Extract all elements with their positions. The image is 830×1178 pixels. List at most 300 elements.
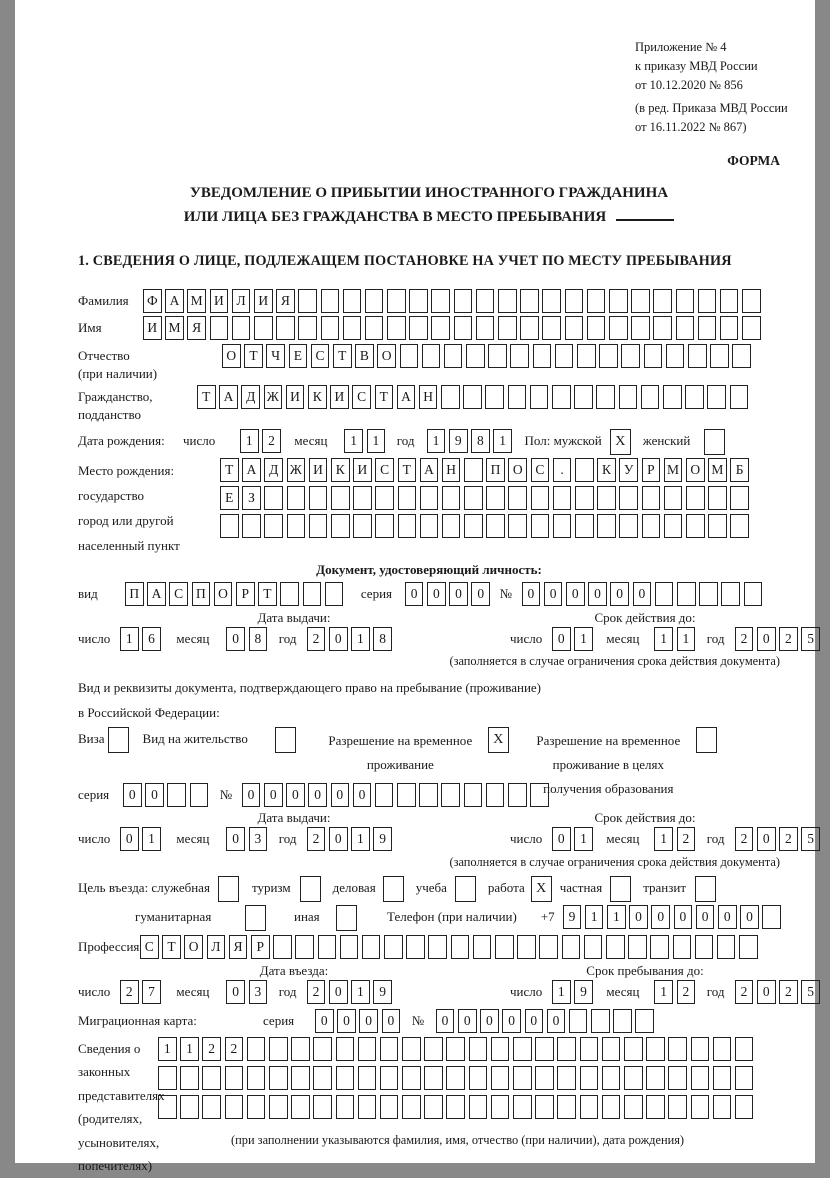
char-box[interactable] — [735, 1037, 754, 1061]
char-box[interactable] — [542, 316, 561, 340]
char-box[interactable] — [624, 1066, 643, 1090]
char-box[interactable]: З — [242, 486, 261, 510]
char-box[interactable] — [539, 935, 558, 959]
char-box[interactable] — [343, 316, 362, 340]
char-box[interactable] — [365, 289, 384, 313]
purpose-checkbox-tranzit[interactable] — [695, 876, 716, 902]
char-box[interactable] — [735, 1095, 754, 1119]
char-box[interactable]: 0 — [525, 1009, 544, 1033]
char-box[interactable] — [313, 1095, 332, 1119]
char-box[interactable] — [375, 486, 394, 510]
char-box[interactable]: Л — [207, 935, 226, 959]
char-box[interactable]: Ч — [266, 344, 285, 368]
char-box[interactable] — [336, 1037, 355, 1061]
char-box[interactable]: Т — [162, 935, 181, 959]
char-box[interactable] — [287, 486, 306, 510]
char-box[interactable]: 1 — [351, 827, 370, 851]
char-box[interactable] — [591, 1009, 610, 1033]
char-box[interactable]: 5 — [801, 827, 820, 851]
char-box[interactable] — [628, 935, 647, 959]
char-box[interactable] — [210, 316, 229, 340]
char-box[interactable] — [520, 289, 539, 313]
char-box[interactable]: 0 — [480, 1009, 499, 1033]
char-box[interactable] — [642, 514, 661, 538]
char-box[interactable]: Р — [642, 458, 661, 482]
char-box[interactable] — [466, 344, 485, 368]
char-box[interactable] — [343, 289, 362, 313]
char-box[interactable] — [486, 783, 505, 807]
char-box[interactable] — [646, 1095, 665, 1119]
char-box[interactable] — [291, 1095, 310, 1119]
char-box[interactable] — [663, 385, 682, 409]
char-box[interactable] — [624, 1095, 643, 1119]
char-box[interactable]: 1 — [344, 429, 363, 453]
char-box[interactable] — [498, 316, 517, 340]
char-box[interactable]: 0 — [522, 582, 541, 606]
char-box[interactable]: 7 — [142, 980, 161, 1004]
char-box[interactable]: 9 — [449, 429, 468, 453]
char-box[interactable]: 1 — [120, 627, 139, 651]
char-box[interactable] — [291, 1037, 310, 1061]
char-box[interactable] — [491, 1066, 510, 1090]
char-box[interactable] — [531, 486, 550, 510]
char-box[interactable] — [613, 1009, 632, 1033]
char-box[interactable] — [358, 1037, 377, 1061]
char-box[interactable]: М — [165, 316, 184, 340]
char-box[interactable]: 0 — [552, 827, 571, 851]
char-box[interactable]: А — [242, 458, 261, 482]
char-box[interactable]: С — [140, 935, 159, 959]
char-box[interactable] — [269, 1095, 288, 1119]
char-box[interactable] — [602, 1095, 621, 1119]
char-box[interactable]: 0 — [120, 827, 139, 851]
char-box[interactable]: 0 — [588, 582, 607, 606]
char-box[interactable] — [580, 1037, 599, 1061]
temp-permit-checkbox[interactable]: X — [488, 727, 509, 753]
char-box[interactable] — [353, 486, 372, 510]
char-box[interactable]: И — [330, 385, 349, 409]
char-box[interactable] — [469, 1095, 488, 1119]
char-box[interactable] — [562, 935, 581, 959]
char-box[interactable] — [380, 1095, 399, 1119]
char-box[interactable]: 0 — [123, 783, 142, 807]
char-box[interactable] — [476, 316, 495, 340]
char-box[interactable]: 0 — [286, 783, 305, 807]
char-box[interactable] — [695, 935, 714, 959]
char-box[interactable] — [555, 344, 574, 368]
char-box[interactable]: О — [184, 935, 203, 959]
char-box[interactable]: 9 — [373, 980, 392, 1004]
char-box[interactable] — [298, 289, 317, 313]
char-box[interactable] — [424, 1095, 443, 1119]
char-box[interactable] — [569, 1009, 588, 1033]
char-box[interactable]: 0 — [544, 582, 563, 606]
char-box[interactable] — [428, 935, 447, 959]
char-box[interactable] — [676, 316, 695, 340]
char-box[interactable] — [713, 1095, 732, 1119]
char-box[interactable] — [762, 905, 781, 929]
char-box[interactable]: И — [286, 385, 305, 409]
char-box[interactable]: К — [308, 385, 327, 409]
char-box[interactable] — [606, 935, 625, 959]
char-box[interactable] — [710, 344, 729, 368]
char-box[interactable] — [321, 289, 340, 313]
char-box[interactable] — [325, 582, 344, 606]
char-box[interactable] — [298, 316, 317, 340]
char-box[interactable]: 8 — [249, 627, 268, 651]
char-box[interactable]: 2 — [307, 627, 326, 651]
char-box[interactable] — [596, 385, 615, 409]
char-box[interactable] — [303, 582, 322, 606]
char-box[interactable] — [624, 1037, 643, 1061]
char-box[interactable]: 0 — [449, 582, 468, 606]
char-box[interactable] — [635, 1009, 654, 1033]
char-box[interactable]: 2 — [735, 980, 754, 1004]
char-box[interactable] — [646, 1066, 665, 1090]
char-box[interactable] — [699, 582, 718, 606]
char-box[interactable] — [535, 1066, 554, 1090]
char-box[interactable]: 2 — [307, 827, 326, 851]
char-box[interactable]: 0 — [566, 582, 585, 606]
char-box[interactable]: 0 — [740, 905, 759, 929]
char-box[interactable]: Р — [236, 582, 255, 606]
char-box[interactable] — [398, 514, 417, 538]
char-box[interactable] — [488, 344, 507, 368]
char-box[interactable] — [691, 1095, 710, 1119]
char-box[interactable] — [464, 514, 483, 538]
char-box[interactable]: К — [331, 458, 350, 482]
char-box[interactable] — [309, 486, 328, 510]
char-box[interactable] — [542, 289, 561, 313]
char-box[interactable]: С — [169, 582, 188, 606]
char-box[interactable] — [575, 486, 594, 510]
char-box[interactable]: 0 — [329, 980, 348, 1004]
char-box[interactable] — [431, 316, 450, 340]
char-box[interactable]: 1 — [493, 429, 512, 453]
char-box[interactable] — [336, 1066, 355, 1090]
char-box[interactable] — [247, 1095, 266, 1119]
char-box[interactable] — [688, 344, 707, 368]
char-box[interactable]: 0 — [718, 905, 737, 929]
char-box[interactable]: Т — [333, 344, 352, 368]
char-box[interactable] — [365, 316, 384, 340]
char-box[interactable] — [331, 486, 350, 510]
char-box[interactable]: 2 — [262, 429, 281, 453]
char-box[interactable]: Т — [197, 385, 216, 409]
edu-permit-checkbox[interactable] — [696, 727, 717, 753]
char-box[interactable]: 0 — [502, 1009, 521, 1033]
char-box[interactable]: 1 — [677, 627, 696, 651]
residence-permit-checkbox[interactable] — [275, 727, 296, 753]
char-box[interactable] — [264, 486, 283, 510]
char-box[interactable] — [713, 1037, 732, 1061]
char-box[interactable]: 1 — [180, 1037, 199, 1061]
char-box[interactable] — [565, 316, 584, 340]
char-box[interactable]: П — [192, 582, 211, 606]
purpose-checkbox-gumanitarnaya[interactable] — [245, 905, 266, 931]
char-box[interactable]: 1 — [654, 980, 673, 1004]
char-box[interactable]: 1 — [585, 905, 604, 929]
char-box[interactable]: И — [254, 289, 273, 313]
char-box[interactable]: К — [597, 458, 616, 482]
char-box[interactable] — [721, 582, 740, 606]
purpose-checkbox-turizm[interactable] — [300, 876, 321, 902]
char-box[interactable] — [653, 316, 672, 340]
char-box[interactable] — [190, 783, 209, 807]
char-box[interactable]: П — [125, 582, 144, 606]
char-box[interactable]: 8 — [373, 627, 392, 651]
char-box[interactable] — [180, 1095, 199, 1119]
char-box[interactable]: Ж — [264, 385, 283, 409]
sex-female-checkbox[interactable] — [704, 429, 725, 455]
char-box[interactable] — [158, 1095, 177, 1119]
char-box[interactable] — [242, 514, 261, 538]
char-box[interactable] — [686, 486, 705, 510]
char-box[interactable] — [739, 935, 758, 959]
char-box[interactable] — [668, 1095, 687, 1119]
char-box[interactable]: 1 — [654, 827, 673, 851]
char-box[interactable] — [309, 514, 328, 538]
char-box[interactable]: 1 — [654, 627, 673, 651]
char-box[interactable]: О — [686, 458, 705, 482]
char-box[interactable] — [565, 289, 584, 313]
char-box[interactable] — [273, 935, 292, 959]
char-box[interactable] — [744, 582, 763, 606]
char-box[interactable]: 5 — [801, 627, 820, 651]
char-box[interactable]: 0 — [315, 1009, 334, 1033]
char-box[interactable]: 0 — [359, 1009, 378, 1033]
char-box[interactable] — [677, 582, 696, 606]
char-box[interactable]: 0 — [629, 905, 648, 929]
char-box[interactable]: Д — [241, 385, 260, 409]
char-box[interactable] — [619, 385, 638, 409]
char-box[interactable] — [686, 514, 705, 538]
char-box[interactable]: 0 — [329, 827, 348, 851]
char-box[interactable]: 0 — [427, 582, 446, 606]
char-box[interactable] — [720, 289, 739, 313]
char-box[interactable] — [485, 385, 504, 409]
char-box[interactable] — [685, 385, 704, 409]
char-box[interactable]: 0 — [337, 1009, 356, 1033]
char-box[interactable] — [398, 486, 417, 510]
char-box[interactable]: 0 — [757, 827, 776, 851]
char-box[interactable] — [713, 1066, 732, 1090]
char-box[interactable]: 2 — [225, 1037, 244, 1061]
char-box[interactable] — [225, 1095, 244, 1119]
char-box[interactable]: 0 — [610, 582, 629, 606]
char-box[interactable] — [446, 1066, 465, 1090]
char-box[interactable] — [642, 486, 661, 510]
char-box[interactable]: Р — [251, 935, 270, 959]
char-box[interactable]: Я — [187, 316, 206, 340]
char-box[interactable] — [247, 1066, 266, 1090]
char-box[interactable] — [424, 1066, 443, 1090]
char-box[interactable] — [431, 289, 450, 313]
char-box[interactable] — [202, 1095, 221, 1119]
char-box[interactable]: 0 — [264, 783, 283, 807]
char-box[interactable]: 0 — [382, 1009, 401, 1033]
char-box[interactable] — [220, 514, 239, 538]
char-box[interactable] — [531, 514, 550, 538]
char-box[interactable] — [735, 1066, 754, 1090]
char-box[interactable]: 2 — [677, 980, 696, 1004]
char-box[interactable] — [287, 514, 306, 538]
char-box[interactable] — [498, 289, 517, 313]
char-box[interactable] — [698, 289, 717, 313]
char-box[interactable]: Н — [442, 458, 461, 482]
char-box[interactable]: 5 — [801, 980, 820, 1004]
char-box[interactable]: У — [619, 458, 638, 482]
char-box[interactable] — [202, 1066, 221, 1090]
char-box[interactable] — [668, 1066, 687, 1090]
char-box[interactable] — [232, 316, 251, 340]
purpose-checkbox-chastnaya[interactable] — [610, 876, 631, 902]
char-box[interactable]: О — [214, 582, 233, 606]
char-box[interactable] — [599, 344, 618, 368]
char-box[interactable] — [584, 935, 603, 959]
char-box[interactable] — [321, 316, 340, 340]
char-box[interactable]: Я — [276, 289, 295, 313]
char-box[interactable] — [730, 514, 749, 538]
char-box[interactable]: 3 — [249, 980, 268, 1004]
char-box[interactable]: С — [352, 385, 371, 409]
char-box[interactable]: Ж — [287, 458, 306, 482]
char-box[interactable] — [406, 935, 425, 959]
char-box[interactable] — [446, 1095, 465, 1119]
char-box[interactable]: 2 — [307, 980, 326, 1004]
char-box[interactable] — [442, 486, 461, 510]
char-box[interactable]: 1 — [427, 429, 446, 453]
char-box[interactable]: Т — [375, 385, 394, 409]
char-box[interactable] — [609, 289, 628, 313]
char-box[interactable]: 1 — [158, 1037, 177, 1061]
purpose-checkbox-inaya[interactable] — [336, 905, 357, 931]
char-box[interactable] — [358, 1066, 377, 1090]
char-box[interactable]: 2 — [677, 827, 696, 851]
char-box[interactable] — [707, 385, 726, 409]
char-box[interactable] — [508, 783, 527, 807]
char-box[interactable] — [655, 582, 674, 606]
char-box[interactable]: 0 — [458, 1009, 477, 1033]
sex-male-checkbox[interactable]: X — [610, 429, 631, 455]
char-box[interactable]: 0 — [226, 827, 245, 851]
char-box[interactable] — [668, 1037, 687, 1061]
char-box[interactable] — [530, 783, 549, 807]
char-box[interactable]: 2 — [202, 1037, 221, 1061]
char-box[interactable]: О — [508, 458, 527, 482]
char-box[interactable] — [318, 935, 337, 959]
char-box[interactable] — [553, 514, 572, 538]
char-box[interactable]: 0 — [405, 582, 424, 606]
char-box[interactable] — [295, 935, 314, 959]
char-box[interactable] — [353, 514, 372, 538]
char-box[interactable] — [510, 344, 529, 368]
char-box[interactable] — [664, 486, 683, 510]
char-box[interactable] — [597, 486, 616, 510]
char-box[interactable] — [557, 1066, 576, 1090]
char-box[interactable] — [486, 486, 505, 510]
char-box[interactable] — [676, 289, 695, 313]
char-box[interactable] — [473, 935, 492, 959]
char-box[interactable] — [535, 1037, 554, 1061]
char-box[interactable]: В — [355, 344, 374, 368]
char-box[interactable] — [291, 1066, 310, 1090]
char-box[interactable]: М — [187, 289, 206, 313]
char-box[interactable]: И — [210, 289, 229, 313]
char-box[interactable] — [441, 385, 460, 409]
char-box[interactable]: 0 — [329, 627, 348, 651]
char-box[interactable] — [464, 783, 483, 807]
char-box[interactable] — [331, 514, 350, 538]
char-box[interactable] — [621, 344, 640, 368]
char-box[interactable]: Я — [229, 935, 248, 959]
char-box[interactable] — [557, 1095, 576, 1119]
char-box[interactable] — [264, 514, 283, 538]
char-box[interactable]: 0 — [757, 627, 776, 651]
purpose-checkbox-ucheba[interactable] — [455, 876, 476, 902]
char-box[interactable] — [517, 935, 536, 959]
char-box[interactable] — [276, 316, 295, 340]
char-box[interactable] — [280, 582, 299, 606]
char-box[interactable]: И — [353, 458, 372, 482]
char-box[interactable]: 2 — [779, 980, 798, 1004]
char-box[interactable]: 3 — [249, 827, 268, 851]
char-box[interactable] — [486, 514, 505, 538]
char-box[interactable]: 0 — [353, 783, 372, 807]
purpose-checkbox-rabota[interactable]: X — [531, 876, 552, 902]
char-box[interactable]: 6 — [142, 627, 161, 651]
char-box[interactable]: Т — [220, 458, 239, 482]
char-box[interactable] — [340, 935, 359, 959]
char-box[interactable]: 0 — [436, 1009, 455, 1033]
char-box[interactable] — [409, 289, 428, 313]
char-box[interactable] — [442, 514, 461, 538]
purpose-checkbox-sluzhebnaya[interactable] — [218, 876, 239, 902]
char-box[interactable] — [375, 783, 394, 807]
char-box[interactable] — [708, 514, 727, 538]
char-box[interactable] — [742, 316, 761, 340]
char-box[interactable] — [602, 1066, 621, 1090]
char-box[interactable] — [387, 289, 406, 313]
char-box[interactable] — [609, 316, 628, 340]
char-box[interactable]: 0 — [696, 905, 715, 929]
char-box[interactable] — [673, 935, 692, 959]
char-box[interactable] — [380, 1037, 399, 1061]
char-box[interactable]: 1 — [142, 827, 161, 851]
char-box[interactable]: 0 — [242, 783, 261, 807]
char-box[interactable] — [476, 289, 495, 313]
char-box[interactable]: П — [486, 458, 505, 482]
char-box[interactable] — [641, 385, 660, 409]
char-box[interactable]: Ф — [143, 289, 162, 313]
char-box[interactable] — [730, 486, 749, 510]
char-box[interactable]: 9 — [373, 827, 392, 851]
char-box[interactable] — [269, 1037, 288, 1061]
char-box[interactable]: М — [708, 458, 727, 482]
char-box[interactable] — [269, 1066, 288, 1090]
char-box[interactable] — [362, 935, 381, 959]
char-box[interactable] — [420, 514, 439, 538]
char-box[interactable]: 8 — [471, 429, 490, 453]
char-box[interactable] — [451, 935, 470, 959]
char-box[interactable] — [619, 514, 638, 538]
char-box[interactable]: 0 — [145, 783, 164, 807]
char-box[interactable] — [454, 316, 473, 340]
char-box[interactable] — [742, 289, 761, 313]
char-box[interactable]: 0 — [308, 783, 327, 807]
char-box[interactable] — [358, 1095, 377, 1119]
char-box[interactable] — [158, 1066, 177, 1090]
